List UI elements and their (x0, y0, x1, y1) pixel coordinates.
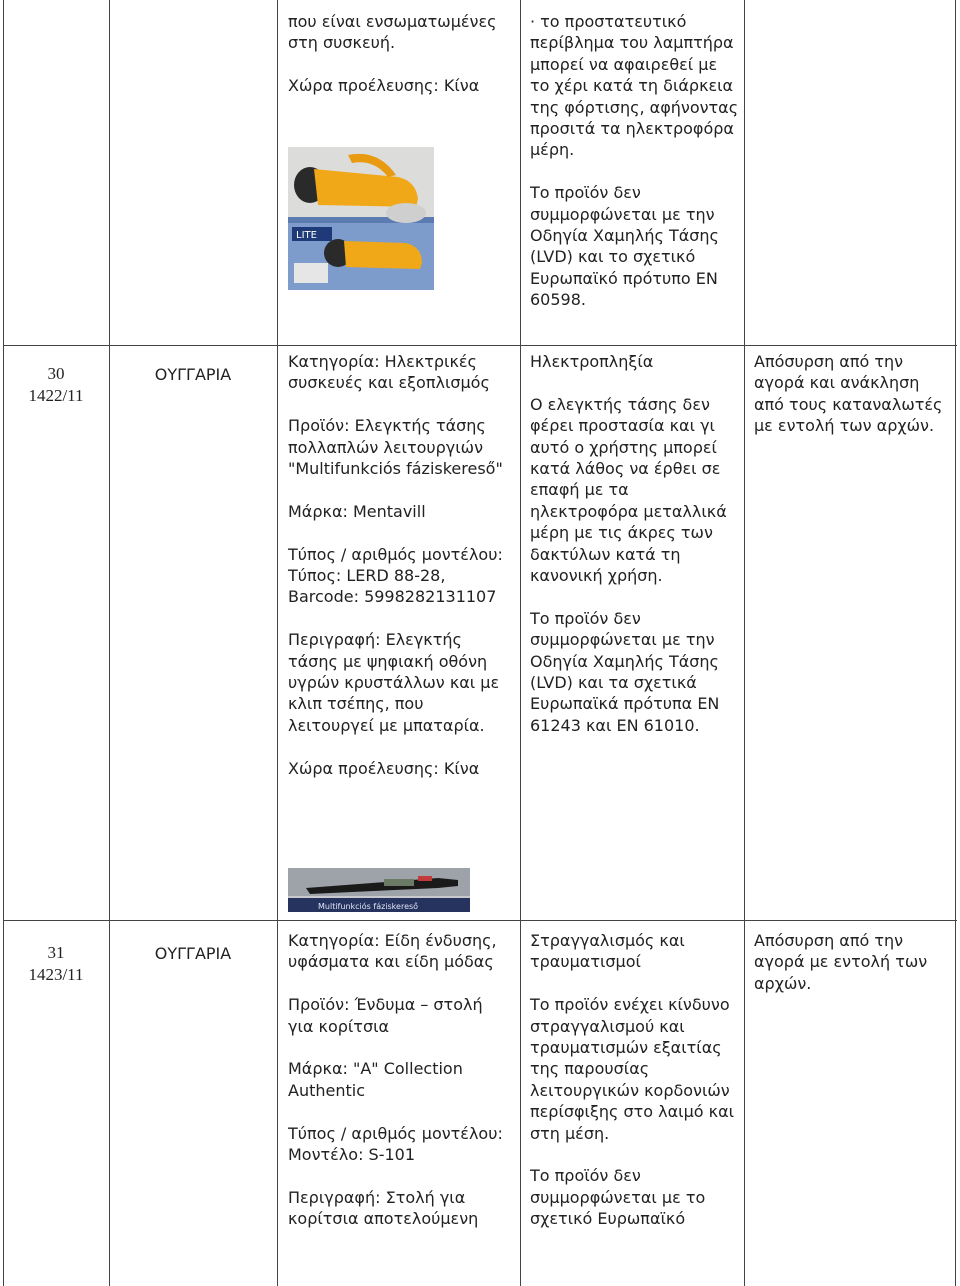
risk-cell-30 (530, 351, 740, 736)
category-text: Κατηγορία: Είδη ένδυσης, υφάσματα και είδη μόδας (288, 931, 497, 972)
flashlight-product-photo (288, 147, 434, 290)
description-text: που είναι ενσωματωμένες στη συσκευή. (288, 12, 497, 53)
column-divider-1 (109, 0, 110, 1286)
flashlight-illustration (288, 147, 434, 290)
row-divider-31 (3, 920, 957, 921)
reference-number: 1423/11 (28, 965, 84, 984)
non-compliance-text: Το προϊόν δεν συμμορφώνεται με το σχετικό Ευρωπαϊκό (530, 1166, 706, 1229)
reference-number: 1422/11 (28, 386, 84, 405)
svg-text:Multifunkciós fáziskereső: Multifunkciós fáziskereső (318, 902, 419, 911)
origin-text: Χώρα προέλευσης: Κίνα (288, 758, 480, 778)
description-text: Περιγραφή: Στολή για κορίτσια αποτελούμενη (288, 1187, 479, 1229)
column-divider-3 (520, 0, 521, 1286)
description-cell-top (288, 11, 513, 97)
voltage-tester-product-photo (288, 868, 470, 912)
measures-cell-30 (754, 351, 950, 437)
country-name: ΟΥΓΓΑΡΙΑ (154, 365, 232, 384)
description-cell-30 (288, 351, 513, 779)
product-text: Προϊόν: Ελεγκτής τάσης πολλαπλών λειτουργιών "Multifunkciós fáziskereső" (288, 416, 503, 479)
product-text: Προϊόν: Ένδυμα – στολή για κορίτσια (288, 995, 483, 1036)
risk-text: Ο ελεγκτής τάσης δεν φέρει προστασία και γι αυτό ο χρήστης μπορεί κατά λάθος να έρθει σε επαφή με τα ηλεκτροφόρα μεταλλικά μέρη με τις άκρες των δακτύλων κατά τη κανονική χρήση. (530, 394, 727, 586)
column-divider-4 (744, 0, 745, 1286)
risk-cell-31 (530, 930, 740, 1230)
brand-text: Μάρκα: "A" Collection Authentic (288, 1059, 463, 1100)
measures-text: Απόσυρση από την αγορά και ανάκληση από τους καταναλωτές με εντολή των αρχών. (754, 352, 943, 436)
risk-title: Στραγγαλισμός και τραυματισμοί (530, 931, 685, 972)
model-text: Τύπος / αριθμός μοντέλου: Μοντέλο: S-101 (288, 1123, 503, 1165)
country-cell-30 (109, 364, 277, 385)
row-number: 31 (47, 943, 65, 962)
non-compliance-text: Το προϊόν δεν συμμορφώνεται με την Οδηγία Χαμηλής Τάσης (LVD) και το σχετικό Ευρωπαϊκό πρότυπο EN 60598. (530, 183, 719, 310)
risk-text: Το προϊόν ενέχει κίνδυνο στραγγαλισμού και τραυματισμών εξαιτίας της παρουσίας λειτουργικών κορδονιών περίσφιξης στο λαιμό και στη μέση. (530, 995, 735, 1143)
row-number-cell-30 (3, 363, 109, 407)
table-border-left (3, 0, 4, 1286)
non-compliance-text: Το προϊόν δεν συμμορφώνεται με την Οδηγία Χαμηλής Τάσης (LVD) και τα σχετικά Ευρωπαϊκά πρότυπα EN 61243 και EN 61010. (530, 608, 720, 735)
country-name: ΟΥΓΓΑΡΙΑ (154, 944, 232, 963)
category-text: Κατηγορία: Ηλεκτρικές συσκευές και εξοπλισμός (288, 352, 490, 393)
risk-text: · το προστατευτικό περίβλημα του λαμπτήρα μπορεί να αφαιρεθεί με το χέρι κατά τη διάρκεια της φόρτισης, αφήνοντας προσιτά τα ηλεκτροφόρα μέρη. (530, 12, 739, 160)
risk-title: Ηλεκτροπληξία (530, 352, 654, 371)
model-text: Τύπος / αριθμός μοντέλου: Τύπος: LERD 88-28, Barcode: 5998282131107 (288, 544, 503, 607)
row-divider-30 (3, 345, 957, 346)
description-text: Περιγραφή: Ελεγκτής τάσης με ψηφιακή οθόνη υγρών κρυστάλλων και με κλιπ τσέπης, που λειτουργεί με μπαταρία. (288, 630, 500, 735)
row-number: 30 (47, 364, 65, 383)
measures-cell-31 (754, 930, 950, 994)
description-cell-31 (288, 930, 513, 1230)
country-cell-31 (109, 943, 277, 964)
voltage-tester-illustration (288, 868, 470, 912)
table-border-right (955, 0, 956, 1286)
measures-text: Απόσυρση από την αγορά με εντολή των αρχών. (754, 931, 928, 993)
column-divider-2 (277, 0, 278, 1286)
risk-cell-top (530, 11, 740, 311)
brand-text: Μάρκα: Mentavill (288, 501, 426, 521)
origin-text: Χώρα προέλευσης: Κίνα (288, 76, 480, 96)
row-number-cell-31 (3, 942, 109, 986)
svg-text:LITE: LITE (296, 230, 317, 241)
